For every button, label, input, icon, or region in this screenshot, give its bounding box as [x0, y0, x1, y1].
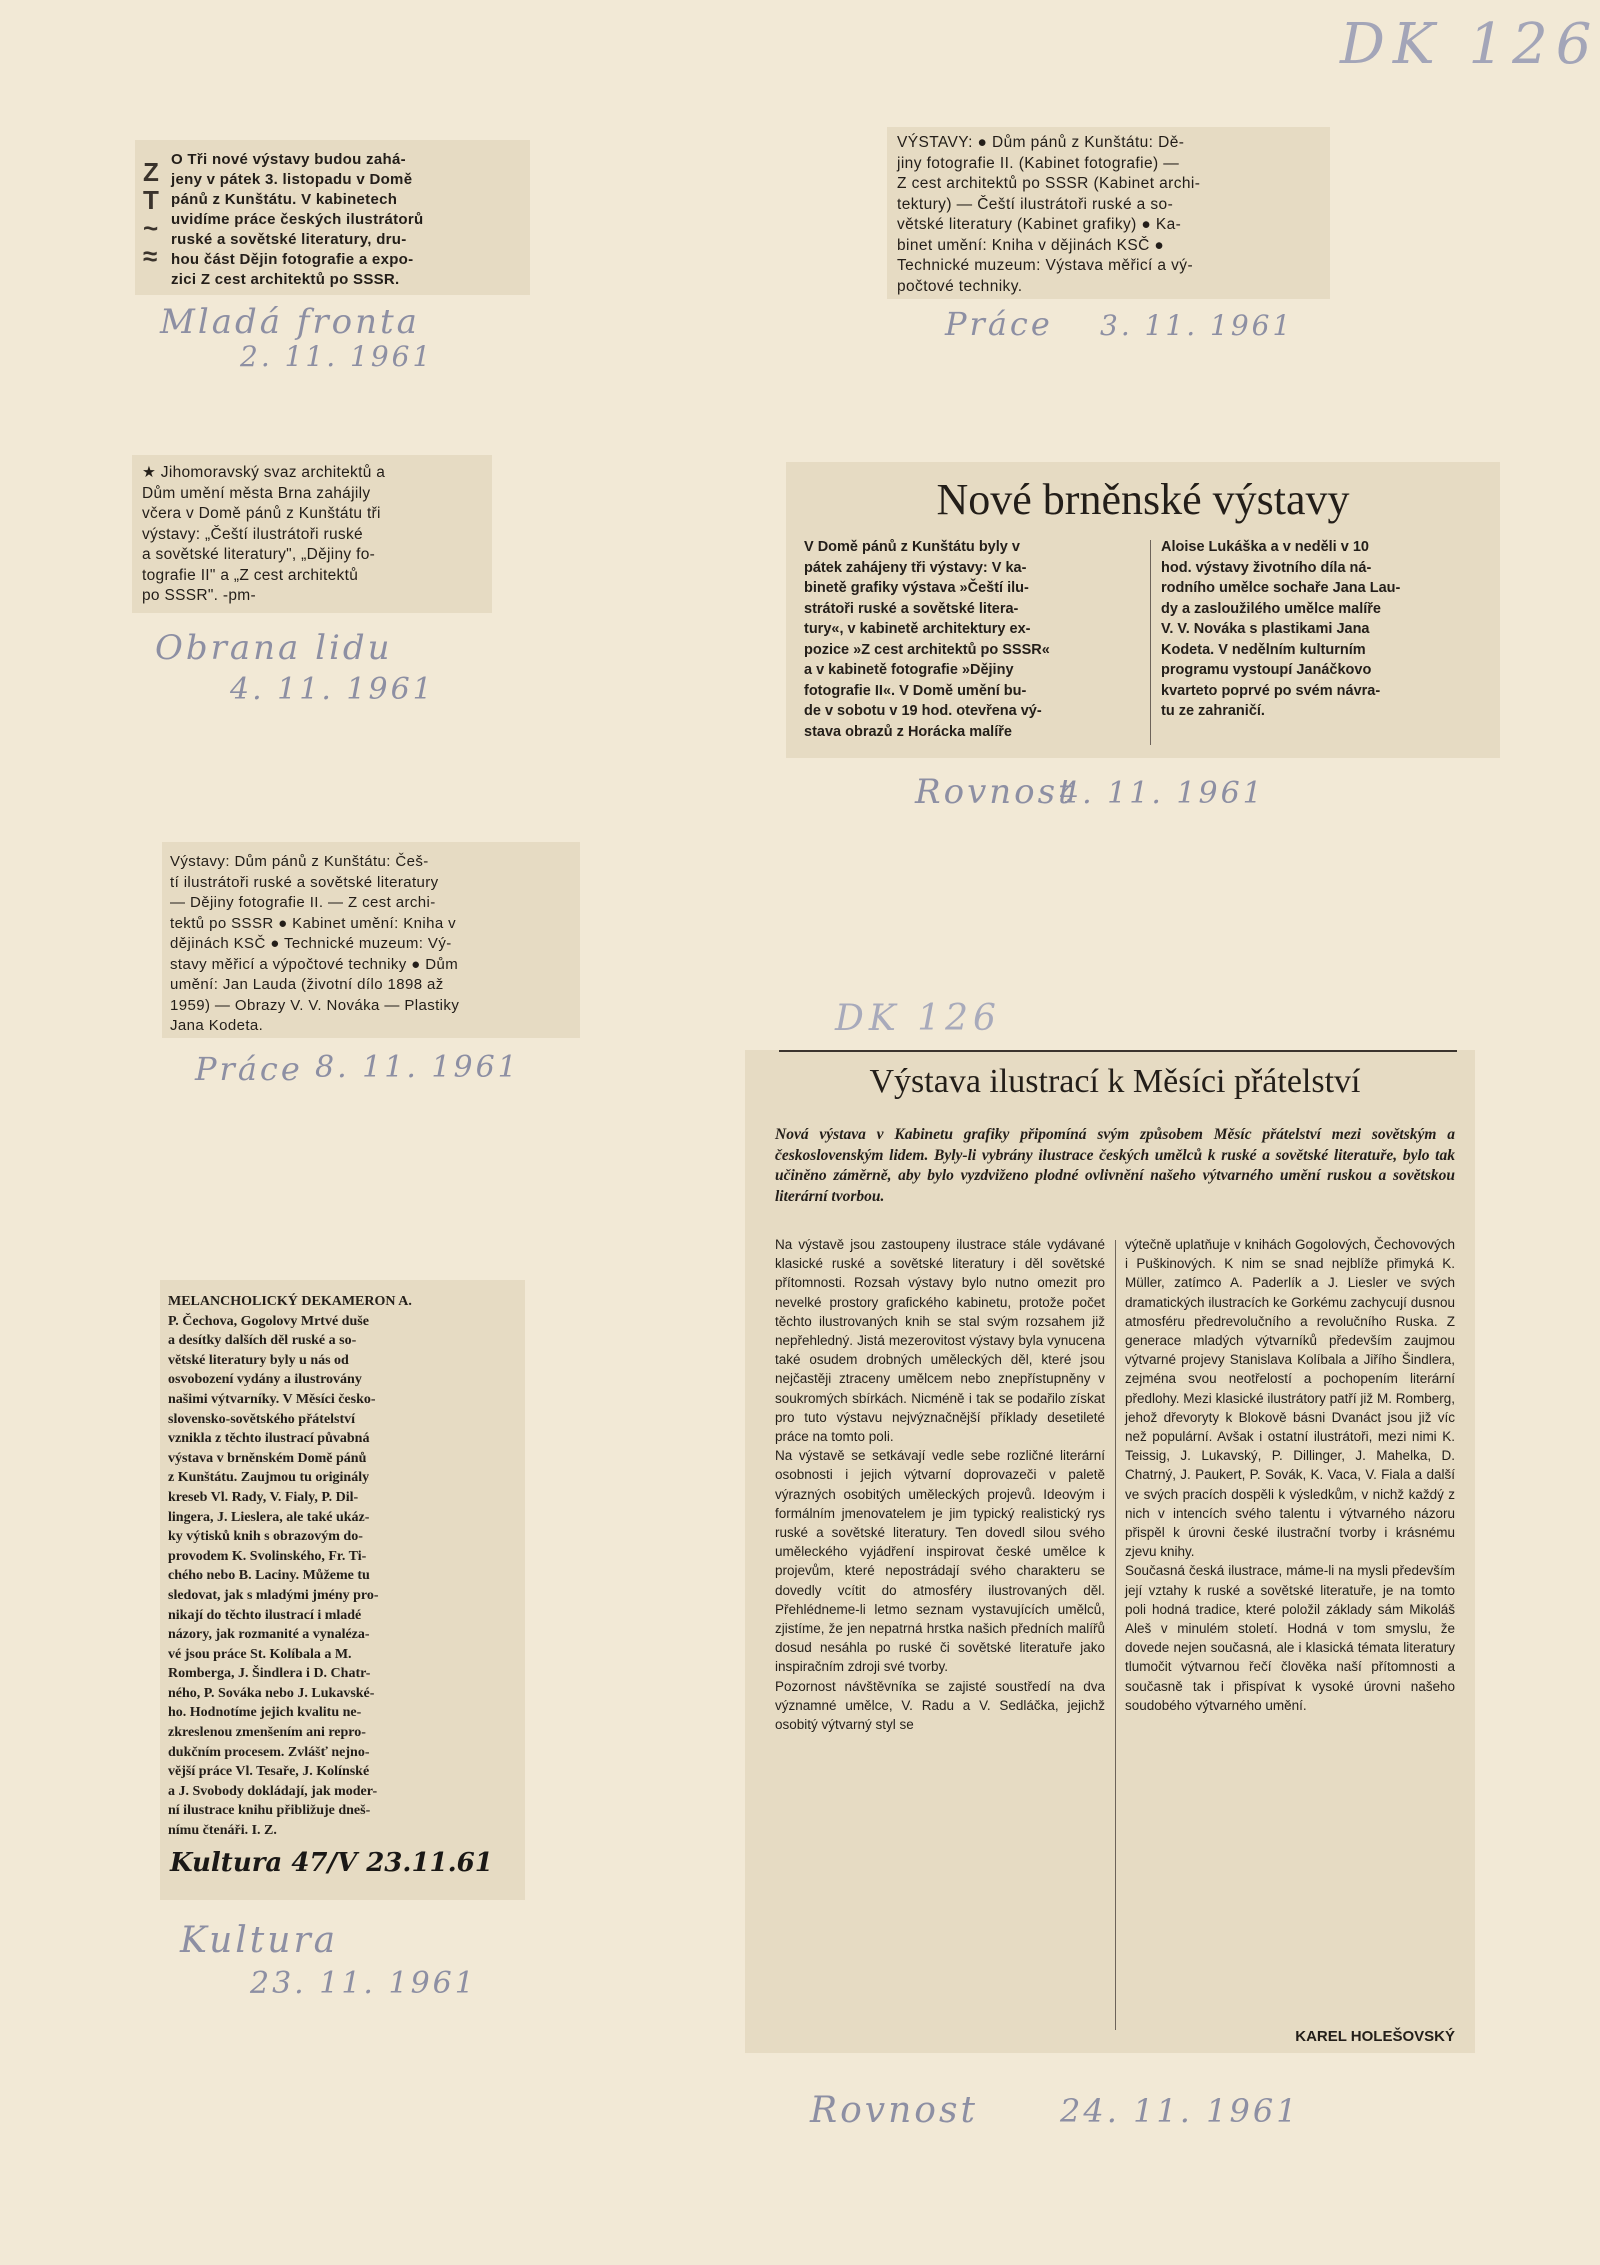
article-column-2: výtečně uplatňuje v knihách Gogolových, Čechovových i Puškinových. K nim se snad nejblíže přimyká K. Müller, zatímco A. Paderlík a J. Liesler ve svých dramatických ilustracích ke Gorkému zachycují dusnou atmosféru předrevolučního a revolučního Ruska. Z generace mladých výtvarníků především zaujmou výtvarné projevy Stanislava Kolíbala a Jiřího Šindlera, zejména svou neotřelostí a pochopením literární předlohy. Mezi klasické ilustrátory patří již M. Romberg, jehož dřevoryty k Blokově básni Dvanáct jsou již víc než populární. Avšak i ostatní ilustrátoři, mezi nimi K. Teissig, J. Lukavský, P. Dillinger, J. Mahelka, D. Chatrný, J. Paukert, P. Sovák, K. Vaca, V. Fiala a další ve svých pracích dospěli k výsledkům, v nichž každý z nich v intencích svého talentu i výtvarného názoru přispěl k úrovni české ilustrační tvorby i krásnému zjevu knihy. Současná česká ilustrace, máme-li na mysli především její vztahy k ruské a sovětské literatuře, je na tomto poli hodná tradice, které položil základy sám Mikoláš Aleš v minulém století. Hodná v tom smyslu, že dovede nejen současná, ale i klasická témata literatury tlumočit výtvarnou řečí člověka naší přítomnosti a současně tak i přispívat k vysoké úrovni našeho soudobého výtvarného umění. — [1125, 1237, 1455, 1713]
note-source: Kultura — [180, 1920, 339, 1961]
catalog-mark: DK 126 — [1340, 12, 1600, 77]
note-date: 8. 11. 1961 — [315, 1050, 520, 1085]
note-date: 2. 11. 1961 — [240, 340, 434, 373]
headline: Výstava ilustrací k Měsíci přátelství — [869, 1063, 1361, 1100]
note-date: 3. 11. 1961 — [1100, 309, 1294, 342]
note-source: Práce — [945, 305, 1053, 343]
note-date: 4. 11. 1961 — [230, 672, 435, 707]
catalog-mark: DK 126 — [835, 998, 1001, 1039]
article-column-1: V Domě pánů z Kunštátu byly v pátek zahájeny tři výstavy: V ka- binetě grafiky výstava »Čeští ilu- strátoři ruské a sovětské litera- tury«, v kabinetě architektury ex- pozice »Z cest architektů po SSSR« a v kabinetě fotografie »Dějiny fotografie II«. V Domě umění bu- de v sobotu v 19 hod. otevřena vý- stava obrazů z Horácka malíře — [804, 539, 1050, 740]
note-source: Mladá fronta — [160, 302, 420, 342]
note-date: 24. 11. 1961 — [1060, 2092, 1300, 2130]
note-source: Práce — [195, 1050, 303, 1088]
note-source: Rovnost — [810, 2090, 978, 2131]
clipping-reference: Kultura 47/V 23.11.61 — [170, 1848, 493, 1878]
clipping-mlada-fronta — [135, 140, 530, 295]
article-column-1: Na výstavě jsou zastoupeny ilustrace stále vydávané klasické ruské a sovětské literatury i děl sovětské přítomnosti. Rozsah výstavy bylo nutno omezit pro nevelké prostory grafického kabinetu, protože počet těchto ilustrovaných knih se stal svým rozsahem již nepřehledný. Jistá mezerovitost výstavy byla vynucena také osudem drobných uměleckých děl, které jsou nejčastěji ztraceny umělcem nebo znepřístupněny v soukromých sbírkách. Nicméně i tak se podařilo získat pro tuto výstavu nejvýznačnější příklady desetileté práce na tomto poli. Na výstavě se setkávají vedle sebe rozličné literární osobnosti i jejich výtvarní doprovazeči v paletě výrazných osobitých uměleckých projevů. Ideovým i formálním jmenovatelem je jim typický realistický rys ruské a sovětské literatury. Ten dovedl silou svého uměleckého vyjádření inspirovat české umělce k projevům, které nepostrádají svého charakteru se dovedly vcítit do atmosféry ilustrovaných děl. Přehlédneme-li letmo seznam vystavujících umělců, zjistíme, že jen nepatrná hrstka našich předních malířů dosud nesáhla po ruské či sovětské literatuře jako inspiračním zdroji své tvorby. Pozornost návštěvníka se zajisté soustředí na dva významné umělce, V. Radu a V. Sedláčka, jejichž osobitý výtvarný styl se — [775, 1237, 1105, 1733]
clipping-text: MELANCHOLICKÝ DEKAMERON A. P. Čechova, Gogolovy Mrtvé duše a desítky dalších děl ruské a so- větské literatury byly u nás od osvobození vydány a ilustrovány našimi výtvarníky. V Měsíci česko- slovensko-sovětského přátelství vznikla z těchto ilustrací půvabná výstava v brněnském Domě pánů z Kunštátu. Zaujmou tu originály kreseb Vl. Rady, V. Fialy, P. Dil- lingera, J. Lieslera, ale také ukáz- ky výtisků knih s obrazovým do- provodem K. Svolinského, Fr. Ti- chého nebo B. Laciny. Můžeme tu sledovat, jak s mladými jmény pro- nikají do těchto ilustrací i mladé názory, jak rozmanité a vynaléza- vé jsou práce St. Kolíbala a M. Romberga, J. Šindlera i D. Chatr- ného, P. Sováka nebo J. Lukavské- ho. Hodnotíme jejich kvalitu ne- zkreslenou zmenšením ani repro- dukčním procesem. Zvlášť nejno- vější práce Vl. Tesaře, J. Kolínské a J. Svobody dokládají, jak moder- ní ilustrace knihu přibližuje dneš- nímu čtenáři. I. Z. — [168, 1294, 412, 1839]
note-date: 23. 11. 1961 — [250, 1966, 477, 2001]
lead-paragraph: Nová výstava v Kabinetu grafiky připomíná svým způsobem Měsíc přátelství mezi sovětským a československým lidem. Byly-li vybrány ilustrace českých umělců k ruské a sovětské literatuře, bylo tak učiněno záměrně, aby bylo vyzdviženo plodné ovlivnění našeho výtvarného umění ruskou a sovětskou literární tvorbou. — [775, 1126, 1455, 1205]
clipping-text: ★ Jihomoravský svaz architektů a Dům umění města Brna zahájily včera v Domě pánů z Kunštátu tři výstavy: „Čeští ilustrátoři ruské a sovětské literatury", „Dějiny fo- tografie II" a „Z cest architektů po SSSR". -pm- — [142, 464, 386, 604]
note-date: 4. 11. 1961 — [1060, 776, 1265, 811]
clipping-rovnost-1 — [786, 462, 1500, 758]
clipping-prace-2 — [162, 842, 580, 1038]
clipping-prace-1 — [887, 127, 1330, 299]
note-source: Rovnost — [915, 772, 1075, 812]
clipping-obrana-lidu — [132, 455, 492, 613]
article-column-2: Aloise Lukáška a v neděli v 10 hod. výstavy životního díla ná- rodního umělce sochaře Jana Lau- dy a zasloužilého umělce malíře V. V. Nováka s plastikami Jana Kodeta. V nedělním kulturním programu vystoupí Janáčkovo kvarteto poprvé po svém návra- tu ze zahraničí. — [1161, 539, 1401, 719]
clipping-kultura — [160, 1280, 525, 1900]
author-signature: KAREL HOLEŠOVSKÝ — [1295, 2028, 1455, 2045]
clipping-text: O Tři nové výstavy budou zahá- jeny v pátek 3. listopadu v Domě pánů z Kunštátu. V kabinetech uvidíme práce českých ilustrátorů ruské a sovětské literatury, dru- hou část Dějin fotografie a expo- zici Z cest architektů po SSSR. — [171, 151, 424, 288]
clipping-rovnost-2 — [745, 1050, 1475, 2053]
clipping-text: VÝSTAVY: ● Dům pánů z Kunštátu: Dě- jiny fotografie II. (Kabinet fotografie) — Z cest architektů po SSSR (Kabinet archi- tektury) — Čeští ilustrátoři ruské a so- větské literatury (Kabinet grafiky) ● Ka- binet umění: Kniha v dějinách KSČ ● Technické muzeum: Výstava měřicí a vý- počtové techniky. — [897, 134, 1201, 295]
vertical-masthead-fragment: Z T ~ ≈ — [143, 157, 159, 271]
note-source: Obrana lidu — [155, 628, 393, 668]
clipping-text: Výstavy: Dům pánů z Kunštátu: Češ- tí ilustrátoři ruské a sovětské literatury — Dějiny fotografie II. — Z cest archi- tektů po SSSR ● Kabinet umění: Kniha v dějinách KSČ ● Technické muzeum: Vý- stavy měřicí a výpočtové techniky ● Dům umění: Jan Lauda (životní dílo 1898 až 1959) — Obrazy V. V. Nováka — Plastiky Jana Kodeta. — [170, 853, 460, 1034]
headline: Nové brněnské výstavy — [936, 475, 1350, 524]
